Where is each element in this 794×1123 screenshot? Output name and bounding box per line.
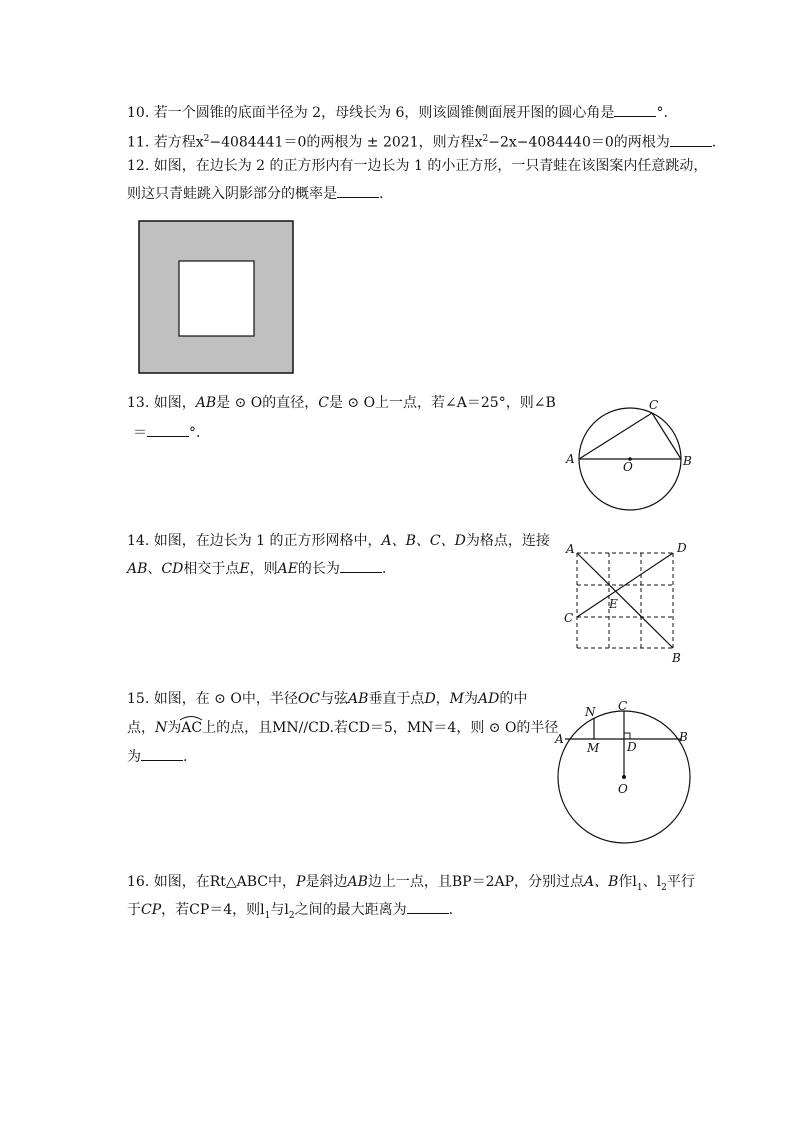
q15-b: OC	[297, 691, 321, 707]
q15-l2b: N	[155, 720, 168, 736]
question-13-line2	[133, 424, 200, 442]
q15-i: 为	[464, 691, 479, 707]
chord-cb	[652, 413, 681, 459]
label-d: D	[627, 740, 637, 754]
q12-suffix: .	[379, 186, 384, 202]
q16-f: A、B	[584, 874, 619, 890]
label-o: O	[618, 782, 628, 796]
question-16-line1	[127, 873, 695, 897]
question-16-line2	[127, 901, 453, 925]
q15-c: 与弦	[320, 691, 349, 707]
q16-l2-sub2: 2	[288, 910, 295, 921]
q16-l2-sub1: 1	[264, 910, 271, 921]
question-12-line1: 12. 如图，在边长为 2 的正方形内有一边长为 1 的小正方形，一只青蛙在该图案内任意跳动，	[127, 158, 708, 174]
q11-sup2: 2	[482, 134, 489, 144]
label-a: A	[555, 732, 564, 746]
answer-blank	[407, 901, 449, 914]
chord-ac	[579, 413, 652, 459]
q16-b: P	[296, 874, 306, 890]
q16-e: 边上一点，且BP＝2AP，分别过点	[367, 874, 585, 890]
q13-t4: C	[318, 395, 329, 411]
q14-suffix: .	[381, 561, 387, 577]
q16-l2d: 与l	[270, 902, 289, 918]
q15-g: ，	[435, 691, 450, 707]
q15-l2c: 为	[167, 720, 182, 736]
q11-mid1: −4084441＝0的两根为 ± 2021，则方程x	[209, 134, 483, 151]
q15-l3: 为	[127, 749, 141, 765]
center-dot	[622, 775, 626, 779]
segment-ab	[577, 553, 673, 648]
question-13-line1	[127, 394, 556, 412]
q14-l2c: CD	[161, 561, 184, 577]
q13-line2-prefix: ＝	[133, 425, 147, 441]
q15-h: M	[449, 691, 465, 707]
label-a: A	[566, 542, 575, 556]
question-10	[127, 104, 668, 122]
q16-g: 作l	[618, 874, 637, 890]
answer-blank	[670, 134, 712, 147]
q16-l2b: CP	[141, 902, 162, 918]
q12-line2-text: 则这只青蛙跳入阴影部分的概率是	[127, 186, 337, 202]
question-14-line2	[127, 560, 386, 578]
q16-h: 、l	[642, 874, 662, 890]
q16-c: 是斜边	[305, 874, 348, 890]
q13-t5: 是 ⊙ O上一点，若∠A＝25°，则∠B	[328, 395, 556, 411]
q13-line2-suffix: °.	[189, 425, 201, 441]
q15-suffix: .	[183, 749, 188, 765]
arc-mark-icon	[179, 715, 203, 721]
answer-blank	[340, 560, 382, 573]
q13-t3: 是 ⊙ O的直径，	[216, 395, 319, 411]
label-d: D	[677, 541, 687, 555]
q10-suffix: °.	[656, 105, 668, 121]
label-b: B	[683, 454, 692, 468]
q15-arc-label: AC	[181, 720, 203, 736]
question-15-line3	[127, 748, 187, 766]
q15-l2d: 上的点，且MN//CD.若CD＝5，MN＝4，则 ⊙ O的半径	[202, 720, 559, 736]
q15-d: AB	[348, 691, 369, 707]
q16-sub2: 2	[661, 882, 667, 893]
q16-sub1: 1	[636, 882, 643, 893]
q16-l2e: 之间的最大距离为	[294, 902, 407, 918]
q16-l2a: 于	[127, 902, 141, 918]
question-11	[127, 130, 716, 152]
q14-l2b: 、	[147, 561, 162, 577]
q16-i: 平行	[666, 874, 695, 890]
q11-suffix: .	[711, 134, 717, 151]
q14-c: 为格点，连接	[465, 533, 550, 549]
nested-squares-figure	[136, 218, 296, 376]
grid-figure	[560, 538, 700, 668]
q14-l2g: AE	[277, 561, 298, 577]
question-12-line2	[127, 185, 383, 203]
circle-diameter-figure	[560, 392, 700, 512]
q14-l2a: AB	[127, 561, 148, 577]
question-15-line2	[127, 719, 558, 737]
q11-prefix: 11. 若方程x	[127, 134, 204, 151]
inner-square	[179, 261, 254, 336]
q13-t2: AB	[195, 395, 217, 411]
answer-blank	[141, 748, 183, 761]
arc-ac-notation	[181, 719, 202, 737]
label-c: C	[564, 611, 574, 625]
label-b: B	[672, 651, 681, 665]
q14-l2f: ，则	[249, 561, 278, 577]
question-15-line1	[127, 690, 527, 708]
q16-suffix: .	[448, 902, 454, 918]
q15-l2a: 点，	[127, 720, 155, 736]
q15-j: AD	[478, 691, 500, 707]
q16-d: AB	[347, 874, 368, 890]
label-m: M	[587, 741, 600, 755]
answer-blank	[614, 104, 656, 117]
q14-l2h: 的长为	[297, 561, 340, 577]
label-o: O	[623, 460, 633, 474]
label-a: A	[566, 452, 575, 466]
q10-text: 10. 若一个圆锥的底面半径为 2，母线长为 6，则该圆锥侧面展开图的圆心角是	[127, 105, 615, 121]
label-c: C	[618, 699, 628, 713]
q15-f: D	[424, 691, 436, 707]
q11-mid2: −2x−4084440＝0的两根为	[488, 134, 670, 151]
label-c: C	[649, 398, 659, 412]
q15-e: 垂直于点	[368, 691, 425, 707]
circle-chord-figure	[552, 696, 702, 848]
q14-a: 14. 如图，在边长为 1 的正方形网格中，	[127, 533, 382, 549]
label-b: B	[679, 730, 688, 744]
question-14-line1	[127, 532, 550, 550]
q16-a: 16. 如图，在Rt△ABC中，	[127, 874, 297, 890]
q15-k: 的中	[499, 691, 528, 707]
q15-a: 15. 如图，在 ⊙ O中，半径	[127, 691, 298, 707]
answer-blank	[337, 185, 379, 198]
q11-sup1: 2	[203, 134, 210, 144]
q14-b: A、B、C、D	[381, 533, 466, 549]
right-angle-mark	[624, 733, 630, 739]
q16-l2c: ，若CP＝4，则l	[161, 902, 265, 918]
q14-l2d: 相交于点	[183, 561, 240, 577]
label-n: N	[585, 705, 596, 719]
q13-t1: 13. 如图，	[127, 395, 196, 411]
q14-l2e: E	[239, 561, 250, 577]
answer-blank	[147, 424, 189, 437]
label-e: E	[609, 597, 618, 611]
